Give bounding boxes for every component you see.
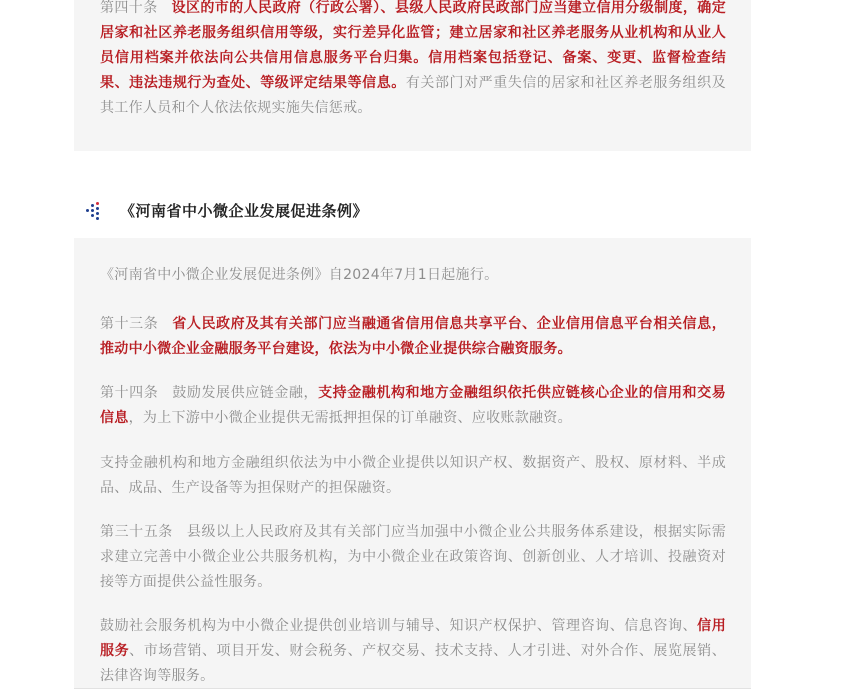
- article-14-text-2: ，为上下游中小微企业提供无需抵押担保的订单融资、应收账款融资。: [128, 410, 572, 426]
- article-14-label: 第十四条: [100, 385, 159, 401]
- intro-paragraph: 《河南省中小微企业发展促进条例》自2024年7月1日起施行。: [100, 267, 499, 283]
- article-35-label: 第三十五条: [100, 524, 173, 540]
- article-14-paragraph: [100, 381, 726, 431]
- article-40-paragraph: [100, 0, 726, 121]
- encourage-highlight: 信用服务: [100, 618, 726, 659]
- dots-grid-icon: [86, 202, 104, 220]
- article-35-text: 县级以上人民政府及其有关部门应当加强中小微企业公共服务体系建设，根据实际需求建立完善中小微企业公共服务机构，为中小微企业在政策咨询、创新创业、人才培训、投融资对接等方面提供公益性服务。: [100, 524, 726, 590]
- article-13-paragraph: [100, 312, 726, 362]
- article-40-label: 第四十条: [100, 0, 158, 16]
- article-35-paragraph: [100, 520, 726, 595]
- article-13-highlight: 省人民政府及其有关部门应当融通省信用信息共享平台、企业信用信息平台相关信息，推动中小微企业金融服务平台建设，依法为中小微企业提供综合融资服务。: [100, 316, 726, 357]
- article-40-rest: 有关部门对严重失信的居家和社区养老服务组织及其工作人员和个人依法依规实施失信惩戒。: [100, 75, 726, 116]
- support-paragraph: 支持金融机构和地方金融组织依法为中小微企业提供以知识产权、数据资产、股权、原材料、半成品、成品、生产设备等为担保财产的担保融资。: [100, 455, 726, 496]
- article-40-box: [74, 0, 751, 151]
- article-14-text-1: 鼓励发展供应链金融，: [172, 385, 319, 401]
- section-heading: [86, 200, 368, 221]
- article-13-label: 第十三条: [100, 316, 159, 332]
- encourage-text-2: 、市场营销、项目开发、财会税务、产权交易、技术支持、人才引进、对外合作、展览展销、法律咨询等服务。: [100, 643, 726, 684]
- encourage-paragraph: [100, 614, 726, 689]
- section-title: 《河南省中小微企业发展促进条例》: [120, 202, 369, 220]
- encourage-text-1: 鼓励社会服务机构为中小微企业提供创业培训与辅导、知识产权保护、管理咨询、信息咨询、: [100, 618, 698, 634]
- article-40-highlight: 设区的市的人民政府（行政公署）、县级人民政府民政部门应当建立信用分级制度，确定居家和社区养老服务组织信用等级，实行差异化监管；建立居家和社区养老服务从业机构和从业人员信用档案并依法向公共信用信息服务平台归集。信用档案包括登记、备案、变更、监督检查结果、违法违规行为查处、等级评定结果等信息。: [100, 0, 726, 91]
- article-14-highlight: 支持金融机构和地方金融组织依托供应链核心企业的信用和交易信息: [100, 385, 726, 426]
- regulation-box: [74, 238, 751, 689]
